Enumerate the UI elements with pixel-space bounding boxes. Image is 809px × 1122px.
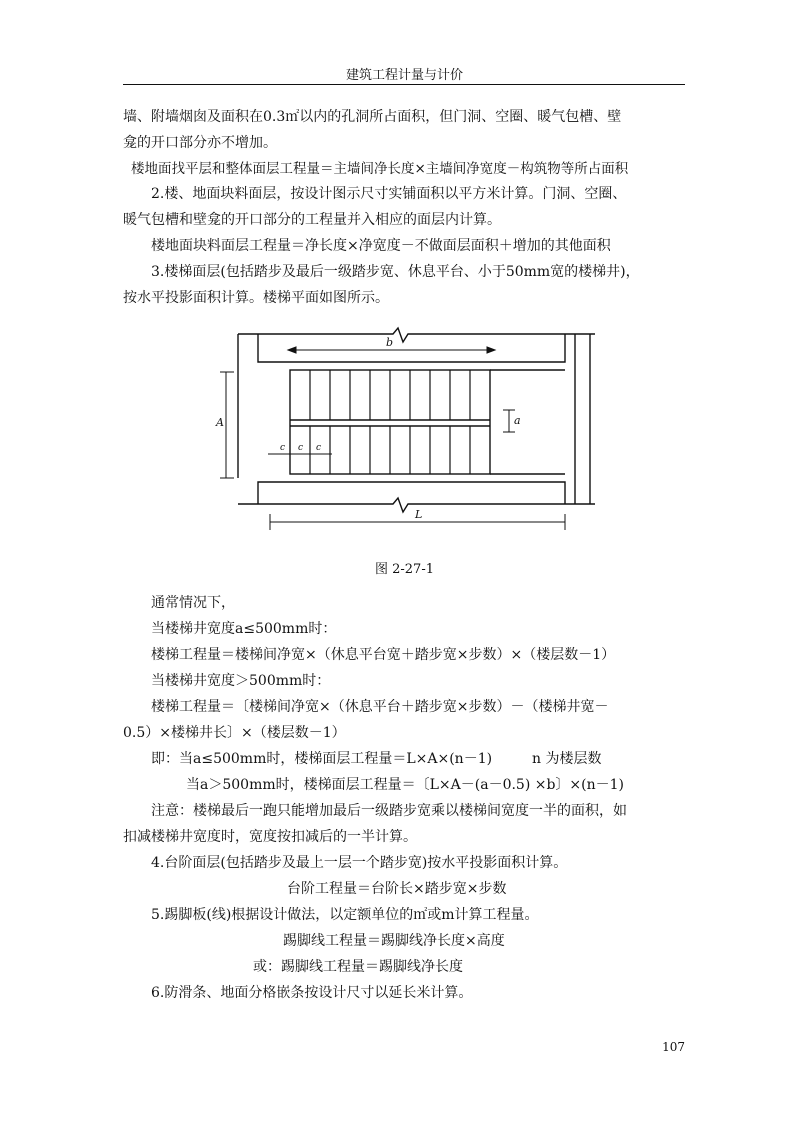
stair-plan-figure [210,326,595,538]
paragraph-line: 龛的开口部分亦不增加。 [123,135,277,151]
label-A: A [216,416,224,429]
formula-line: 楼地面找平层和整体面层工程量＝主墙间净长度×主墙间净宽度－构筑物等所占面积 [131,161,629,177]
paragraph-line: 3.楼梯面层(包括踏步及最后一级踏步宽、休息平台、小于50mm宽的楼梯井)， [151,264,640,280]
running-header: 建筑工程计量与计价 [345,68,463,83]
formula-line: 或：踢脚线工程量＝踢脚线净长度 [253,959,463,975]
paragraph-line: 暖气包槽和壁龛的开口部分的工程量并入相应的面层内计算。 [123,212,501,228]
formula-line: 0.5）×楼梯井长〕×（楼层数－1） [123,725,346,741]
page-number: 107 [662,1040,685,1054]
inner-bottom-wall [258,482,565,504]
note-text: n 为楼层数 [532,751,602,767]
paragraph-line: 扣减楼梯井宽度时，宽度按扣减后的一半计算。 [123,829,417,845]
label-a: a [514,414,521,427]
formula-line: 楼地面块料面层工程量＝净长度×净宽度－不做面层面积＋增加的其他面积 [151,238,611,254]
header-rule [123,84,685,85]
figure-caption: 图 2-27-1 [374,562,434,577]
paragraph-line: 6.防滑条、地面分格嵌条按设计尺寸以延长米计算。 [151,985,473,1001]
stair-treads [310,370,470,474]
paragraph-line: 5.踢脚板(线)根据设计做法，以定额单位的㎡或m计算工程量。 [151,907,539,923]
formula-line: 踢脚线工程量＝踢脚线净长度×高度 [283,933,505,949]
paragraph-line: 当楼梯井宽度＞500mm时： [151,673,331,689]
paragraph-line: 2.楼、地面块料面层，按设计图示尺寸实铺面积以平方米计算。门洞、空圈、 [151,186,627,202]
paragraph-line: 当楼梯井宽度a≤500mm时： [151,621,337,637]
formula-line: 当a＞500mm时，楼梯面层工程量＝〔L×A－(a－0.5) ×b〕×(n－1) [186,777,625,793]
paragraph-line: 按水平投影面积计算。楼梯平面如图所示。 [123,290,389,306]
outer-wall-top [238,328,595,342]
label-L: L [415,508,423,521]
label-c: c [316,443,322,453]
paragraph-line: 墙、附墙烟囱及面积在0.3㎡以内的孔洞所占面积，但门洞、空圈、暖气包槽、壁 [123,109,622,125]
formula-line: 即：当a≤500mm时，楼梯面层工程量＝L×A×(n－1) [151,751,493,767]
paragraph-line: 4.台阶面层(包括踏步及最上一层一个踏步宽)按水平投影面积计算。 [151,855,568,871]
formula-line: 楼梯工程量＝〔楼梯间净宽×（休息平台＋踏步宽×步数）－（楼梯井宽－ [151,699,609,715]
label-c: c [280,443,286,453]
label-c: c [298,443,304,453]
label-b: b [386,336,394,349]
inner-top-wall [258,334,565,362]
paragraph-line: 注意：楼梯最后一跑只能增加最后一级踏步宽乘以楼梯间宽度一半的面积，如 [151,803,627,819]
paragraph-line: 通常情况下， [151,595,235,611]
formula-line: 楼梯工程量＝楼梯间净宽×（休息平台宽＋踏步宽×步数）×（楼层数－1） [151,647,616,663]
formula-line: 台阶工程量＝台阶长×踏步宽×步数 [287,881,507,897]
